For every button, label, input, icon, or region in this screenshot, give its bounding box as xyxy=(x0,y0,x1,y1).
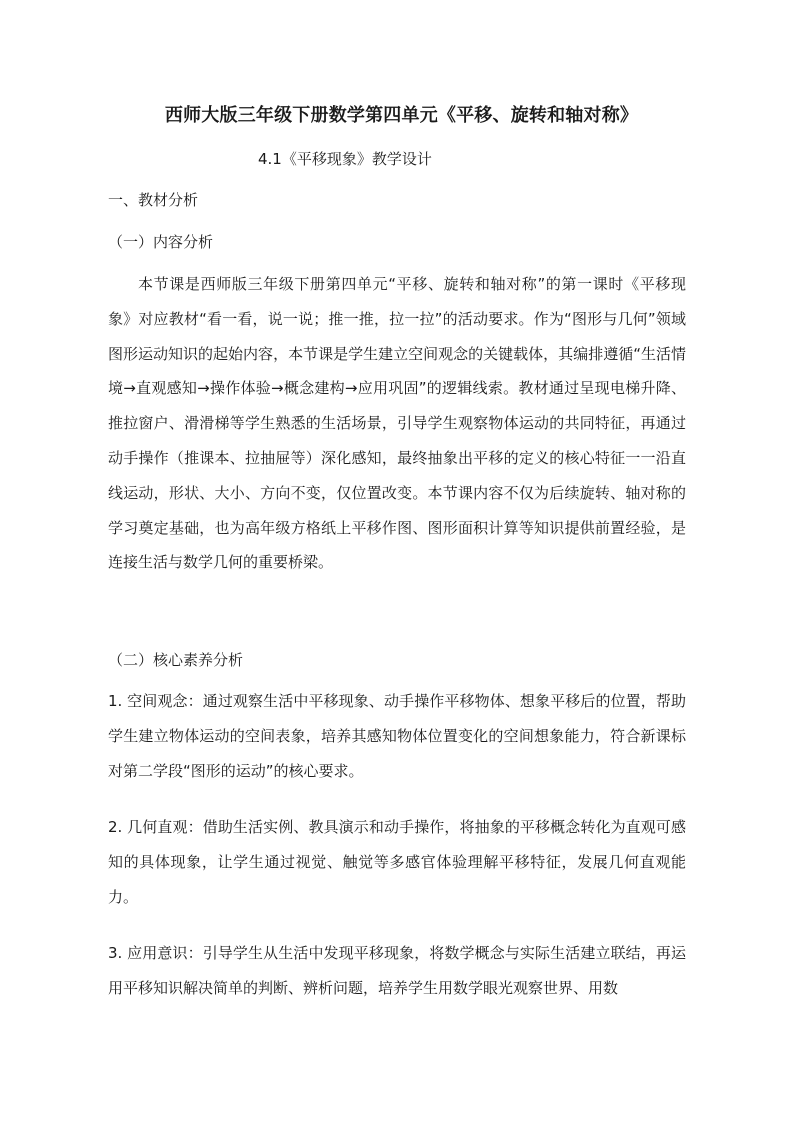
core-literacy-item-spatial: 1. 空间观念：通过观察生活中平移现象、动手操作平移物体、想象平移后的位置，帮助学生建立物体运动的空间表象，培养其感知物体位置变化的空间想象能力，符合新课标对第二学段“图形的运动”的核心要求。 xyxy=(108,692,686,780)
document-title: 西师大版三年级下册数学第四单元《平移、旋转和轴对称》 xyxy=(164,105,639,126)
subsection-heading-content-analysis: （一）内容分析 xyxy=(108,233,214,251)
subsection-heading-core-literacy: （二）核心素养分析 xyxy=(108,651,244,669)
content-analysis-paragraph: 本节课是西师版三年级下册第四单元“平移、旋转和轴对称”的第一课时《平移现象》对应教材“看一看，说一说；推一推，拉一拉”的活动要求。作为“图形与几何”领域图形运动知识的起始内容，本节课是学生建立空间观念的关键载体，其编排遵循“生活情境→直观感知→操作体验→概念建构→应用巩固”的逻辑线索。教材通过呈现电梯升降、推拉窗户、滑滑梯等学生熟悉的生活场景，引导学生观察物体运动的共同特征，再通过动手操作（推课本、拉抽屉等）深化感知，最终抽象出平移的定义的核心特征一一沿直线运动，形状、大小、方向不变，仅位置改变。本节课内容不仅为后续旋转、轴对称的学习奠定基础，也为高年级方格纸上平移作图、图形面积计算等知识提供前置经验，是连接生活与数学几何的重要桥梁。 xyxy=(108,275,686,572)
core-literacy-item-geometric-intuition: 2. 几何直观：借助生活实例、教具演示和动手操作，将抽象的平移概念转化为直观可感知的具体现象，让学生通过视觉、触觉等多感官体验理解平移特征，发展几何直观能力。 xyxy=(108,818,686,906)
core-literacy-item-application: 3. 应用意识：引导学生从生活中发现平移现象，将数学概念与实际生活建立联结，再运用平移知识解决简单的判断、辨析问题，培养学生用数学眼光观察世界、用数 xyxy=(108,944,686,997)
document-subtitle: 4.1《平移现象》教学设计 xyxy=(258,150,432,168)
section-heading-textbook-analysis: 一、教材分析 xyxy=(108,191,199,209)
